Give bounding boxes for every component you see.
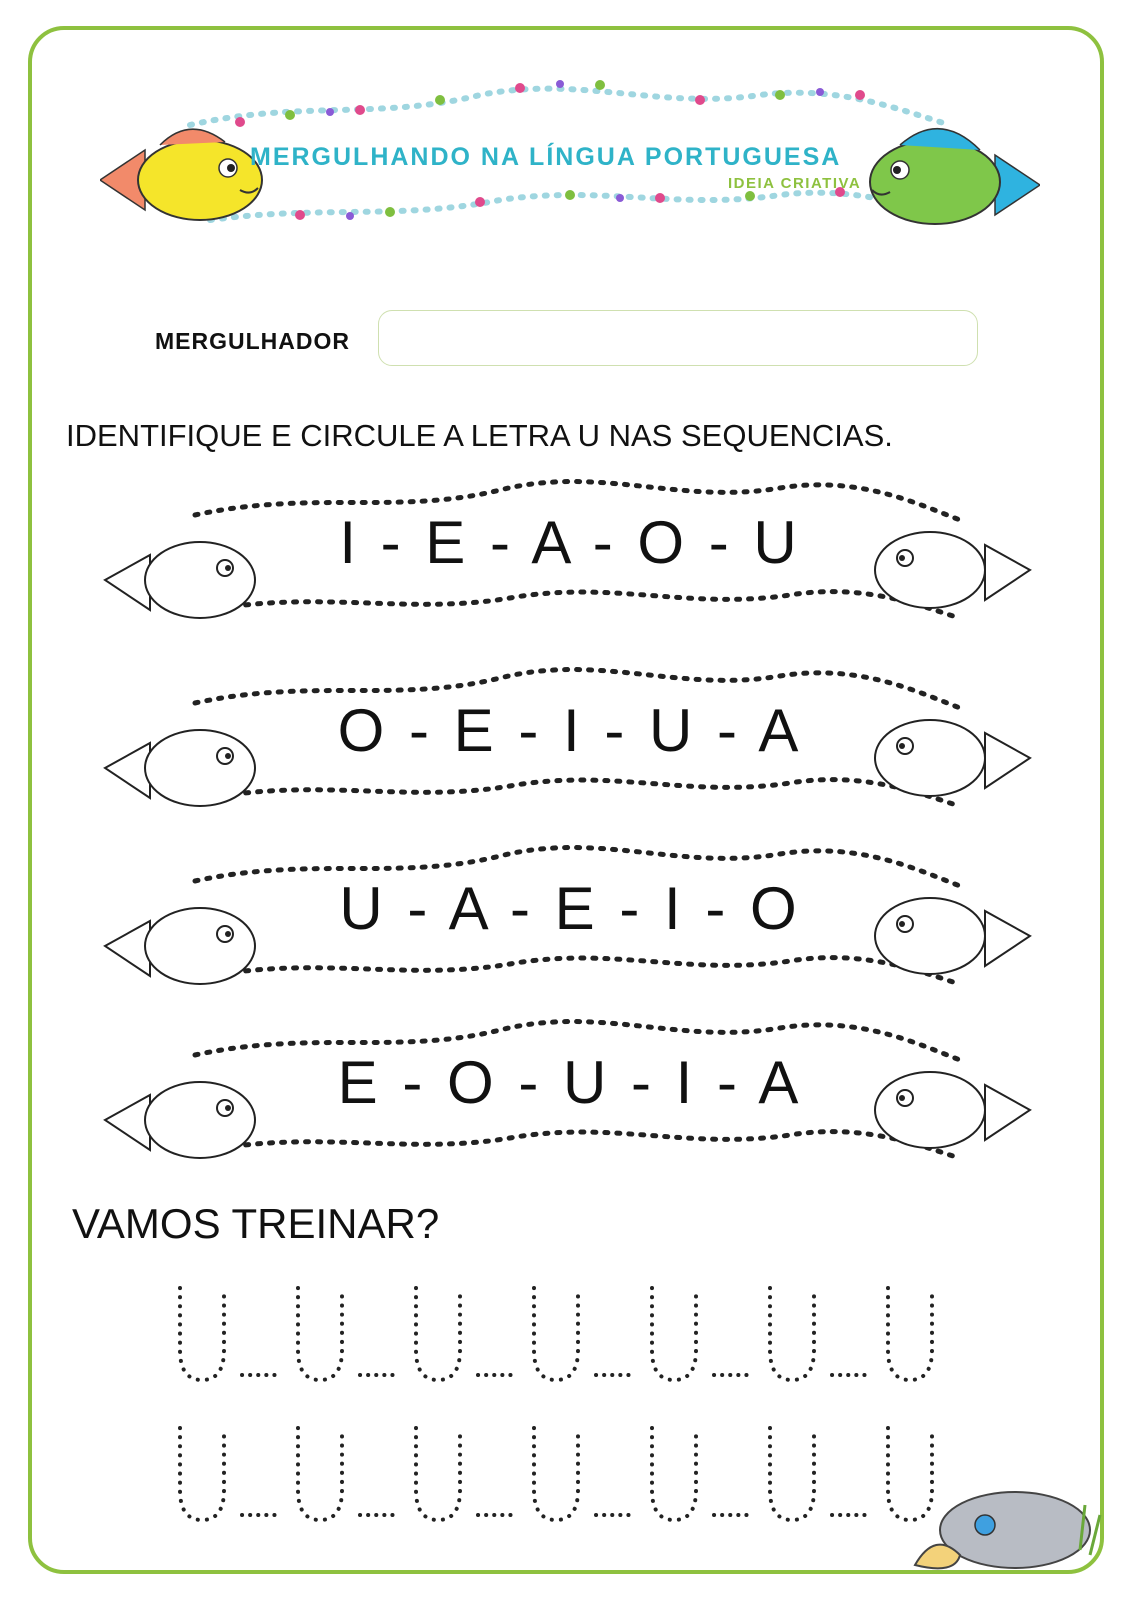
sequence-band <box>100 648 1040 823</box>
dotted-letter-u <box>652 1428 696 1520</box>
dotted-letter-u <box>534 1428 578 1520</box>
dotted-letter-u <box>534 1288 578 1380</box>
tracing-row <box>170 1420 970 1530</box>
name-label: MERGULHADOR <box>155 328 350 354</box>
shell-rock-icon <box>905 1470 1105 1580</box>
dotted-letter-u <box>298 1428 342 1520</box>
instruction-text: IDENTIFIQUE E CIRCULE A LETRA U NAS SEQUENCIAS. <box>66 418 893 453</box>
dotted-letter-u <box>298 1288 342 1380</box>
dotted-u-letters <box>170 1420 970 1530</box>
practice-title: VAMOS TREINAR? <box>72 1200 440 1247</box>
dotted-letter-u <box>652 1288 696 1380</box>
dotted-letter-u <box>770 1428 814 1520</box>
tracing-row <box>170 1280 970 1390</box>
sequence-text: O - E - I - U - A <box>337 697 803 764</box>
dotted-letter-u <box>180 1428 224 1520</box>
sequence-text: E - O - U - I - A <box>337 1049 803 1116</box>
dotted-u-letters <box>170 1280 970 1390</box>
green-fish-icon <box>870 129 1040 224</box>
dotted-letter-u <box>888 1288 932 1380</box>
sequence-text: U - A - E - I - O <box>339 875 801 942</box>
header-title: MERGULHANDO NA LÍNGUA PORTUGUESA <box>250 143 842 171</box>
dotted-letter-u <box>770 1288 814 1380</box>
header-subtitle: IDEIA CRIATIVA <box>728 175 862 192</box>
dotted-letter-u <box>416 1288 460 1380</box>
sequence-band <box>100 1000 1040 1175</box>
sequence-band <box>100 826 1040 1001</box>
sequence-text: I - E - A - O - U <box>339 509 801 576</box>
sequence-band <box>100 460 1040 635</box>
dotted-letter-u <box>416 1428 460 1520</box>
yellow-fish-icon <box>100 129 262 220</box>
name-input[interactable] <box>378 310 978 366</box>
dotted-letter-u <box>180 1288 224 1380</box>
